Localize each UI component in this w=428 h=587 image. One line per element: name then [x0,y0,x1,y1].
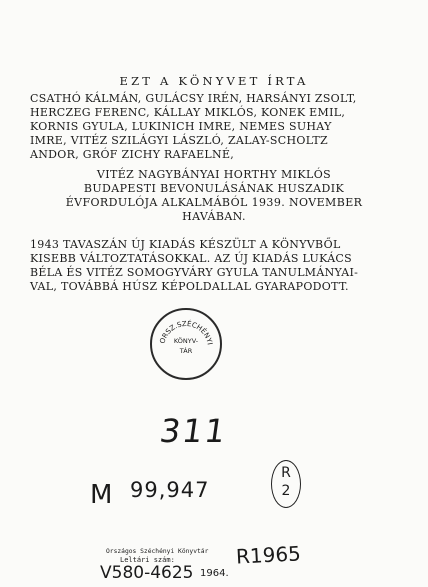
r2-stamp [271,460,301,508]
edition-note-line: VAL, TOVÁBBÁ HÚSZ KÉPOLDALLAL GYARAPODOTT. [30,280,349,293]
handwritten-m-number: 99,947 [130,478,210,502]
handwritten-m: M [90,480,113,510]
dedication-line: BUDAPESTI BEVONULÁSÁNAK HUSZADIK [83,182,345,195]
library-stamp-line: Országos Széchényi Könyvtár [106,548,209,555]
dedication-line: ÉVFORDULÓJA ALKALMÁBÓL 1939. NOVEMBER [65,196,363,209]
authors-line: KORNIS GYULA, LUKINICH IMRE, NEMES SUHAY [30,120,332,133]
heading: EZT A KÖNYVET ÍRTA [119,74,309,88]
authors-line: ANDOR, GRÓF ZICHY RAFAELNÉ, [30,148,235,161]
stamp-inner-line: KÖNYV- [173,337,199,345]
authors-line: IMRE, VITÉZ SZILÁGYI LÁSZLÓ, ZALAY-SCHOLTZ [30,134,328,147]
library-round-stamp [150,308,222,380]
edition-note-line: KISEBB VÁLTOZTATÁSOKKAL. AZ ÚJ KIADÁS LUKÁCS [30,252,352,265]
stamp-ring-text: ORSZ.SZÉCHÉNYI [158,319,214,346]
dedication-line: HAVÁBAN. [182,210,246,223]
stamp-inner-line: TÁR [179,347,193,355]
edition-note-line: 1943 TAVASZÁN ÚJ KIADÁS KÉSZÜLT A KÖNYVBŐL [30,238,341,251]
handwritten-311: 311 [157,412,230,450]
edition-note-line: BÉLA ÉS VITÉZ SOMOGYVÁRY GYULA TANULMÁNYAI- [30,266,359,279]
handwritten-inventory: V580-4625 [100,563,194,583]
authors-line: HERCZEG FERENC, KÁLLAY MIKLÓS, KONEK EMIL, [30,106,346,119]
r2-top: R [281,465,291,481]
authors-line: CSATHÓ KÁLMÁN, GULÁCSY IRÉN, HARSÁNYI ZSOLT, [30,92,357,105]
handwritten-inventory-suffix: 1964. [200,568,229,579]
library-stamp-line: Leltári szám: [120,556,175,564]
handwritten-r-code: R1965 [235,541,302,569]
r2-bottom: 2 [281,483,291,499]
dedication-line: VITÉZ NAGYBÁNYAI HORTHY MIKLÓS [96,168,332,181]
